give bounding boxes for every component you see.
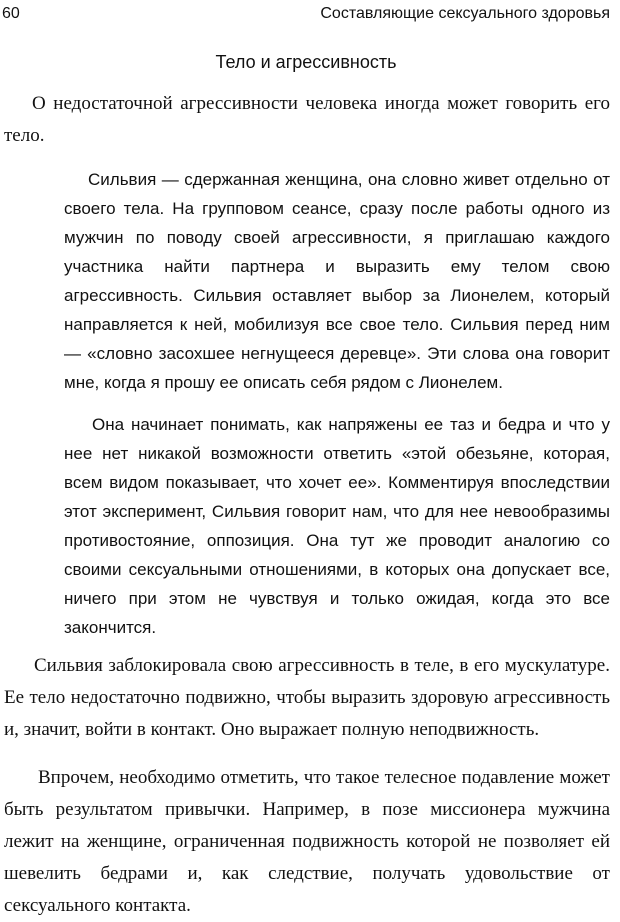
body-paragraph-1: Сильвия заблокировала свою агрессивность в теле, в его мускулатуре. Ее тело недостаточно подвижно, чтобы выразить здоровую агрессивность и, значит, войти в контакт. Оно выражает полную неподвижность. [4,655,610,740]
running-title: Составляющие сексуального здоровья [320,5,610,22]
page-number: 60 [2,5,20,22]
case-study-paragraph-1: Сильвия — сдержанная женщина, она словно живет отдельно от своего тела. На групповом сеансе, сразу после работы одного из мужчин по поводу своей агрессивности, я приглашаю каждого участника найти партнера и выразить ему телом свою агрессивность. Сильвия оставляет выбор за Лионелем, который направляется к ней, мобилизуя все свое тело. Сильвия перед ним — «словно засохшее негнущееся деревце». Эти слова она говорит мне, когда я прошу ее описать себя рядом с Лионелем. [64,170,610,392]
body-paragraph-2: Впрочем, необходимо отметить, что такое телесное подавление может быть результатом привычки. Например, в позе миссионера мужчина лежит на женщине, ограниченная подвижность которой не позволяет ей шевелить бедрами и, как следствие, получать удовольствие от сексуального контакта. [4,767,610,916]
case-study-paragraph-2: Она начинает понимать, как напряжены ее таз и бедра и что у нее нет никакой возможности ответить «этой обезьяне, которая, всем видом показывает, что хочет ее». Комментируя впоследствии этот эксперимент, Сильвия говорит нам, что для нее невообразимы противостояние, оппозиция. Она тут же проводит аналогию со своими сексуальными отношениями, в которых она допускает все, ничего при этом не чувствуя и только ожидая, когда это все закончится. [64,415,610,637]
page-header [2,3,610,25]
intro-paragraph: О недостаточной агрессивности человека иногда может говорить его тело. [4,93,610,146]
section-title: Тело и агрессивность [215,52,397,72]
